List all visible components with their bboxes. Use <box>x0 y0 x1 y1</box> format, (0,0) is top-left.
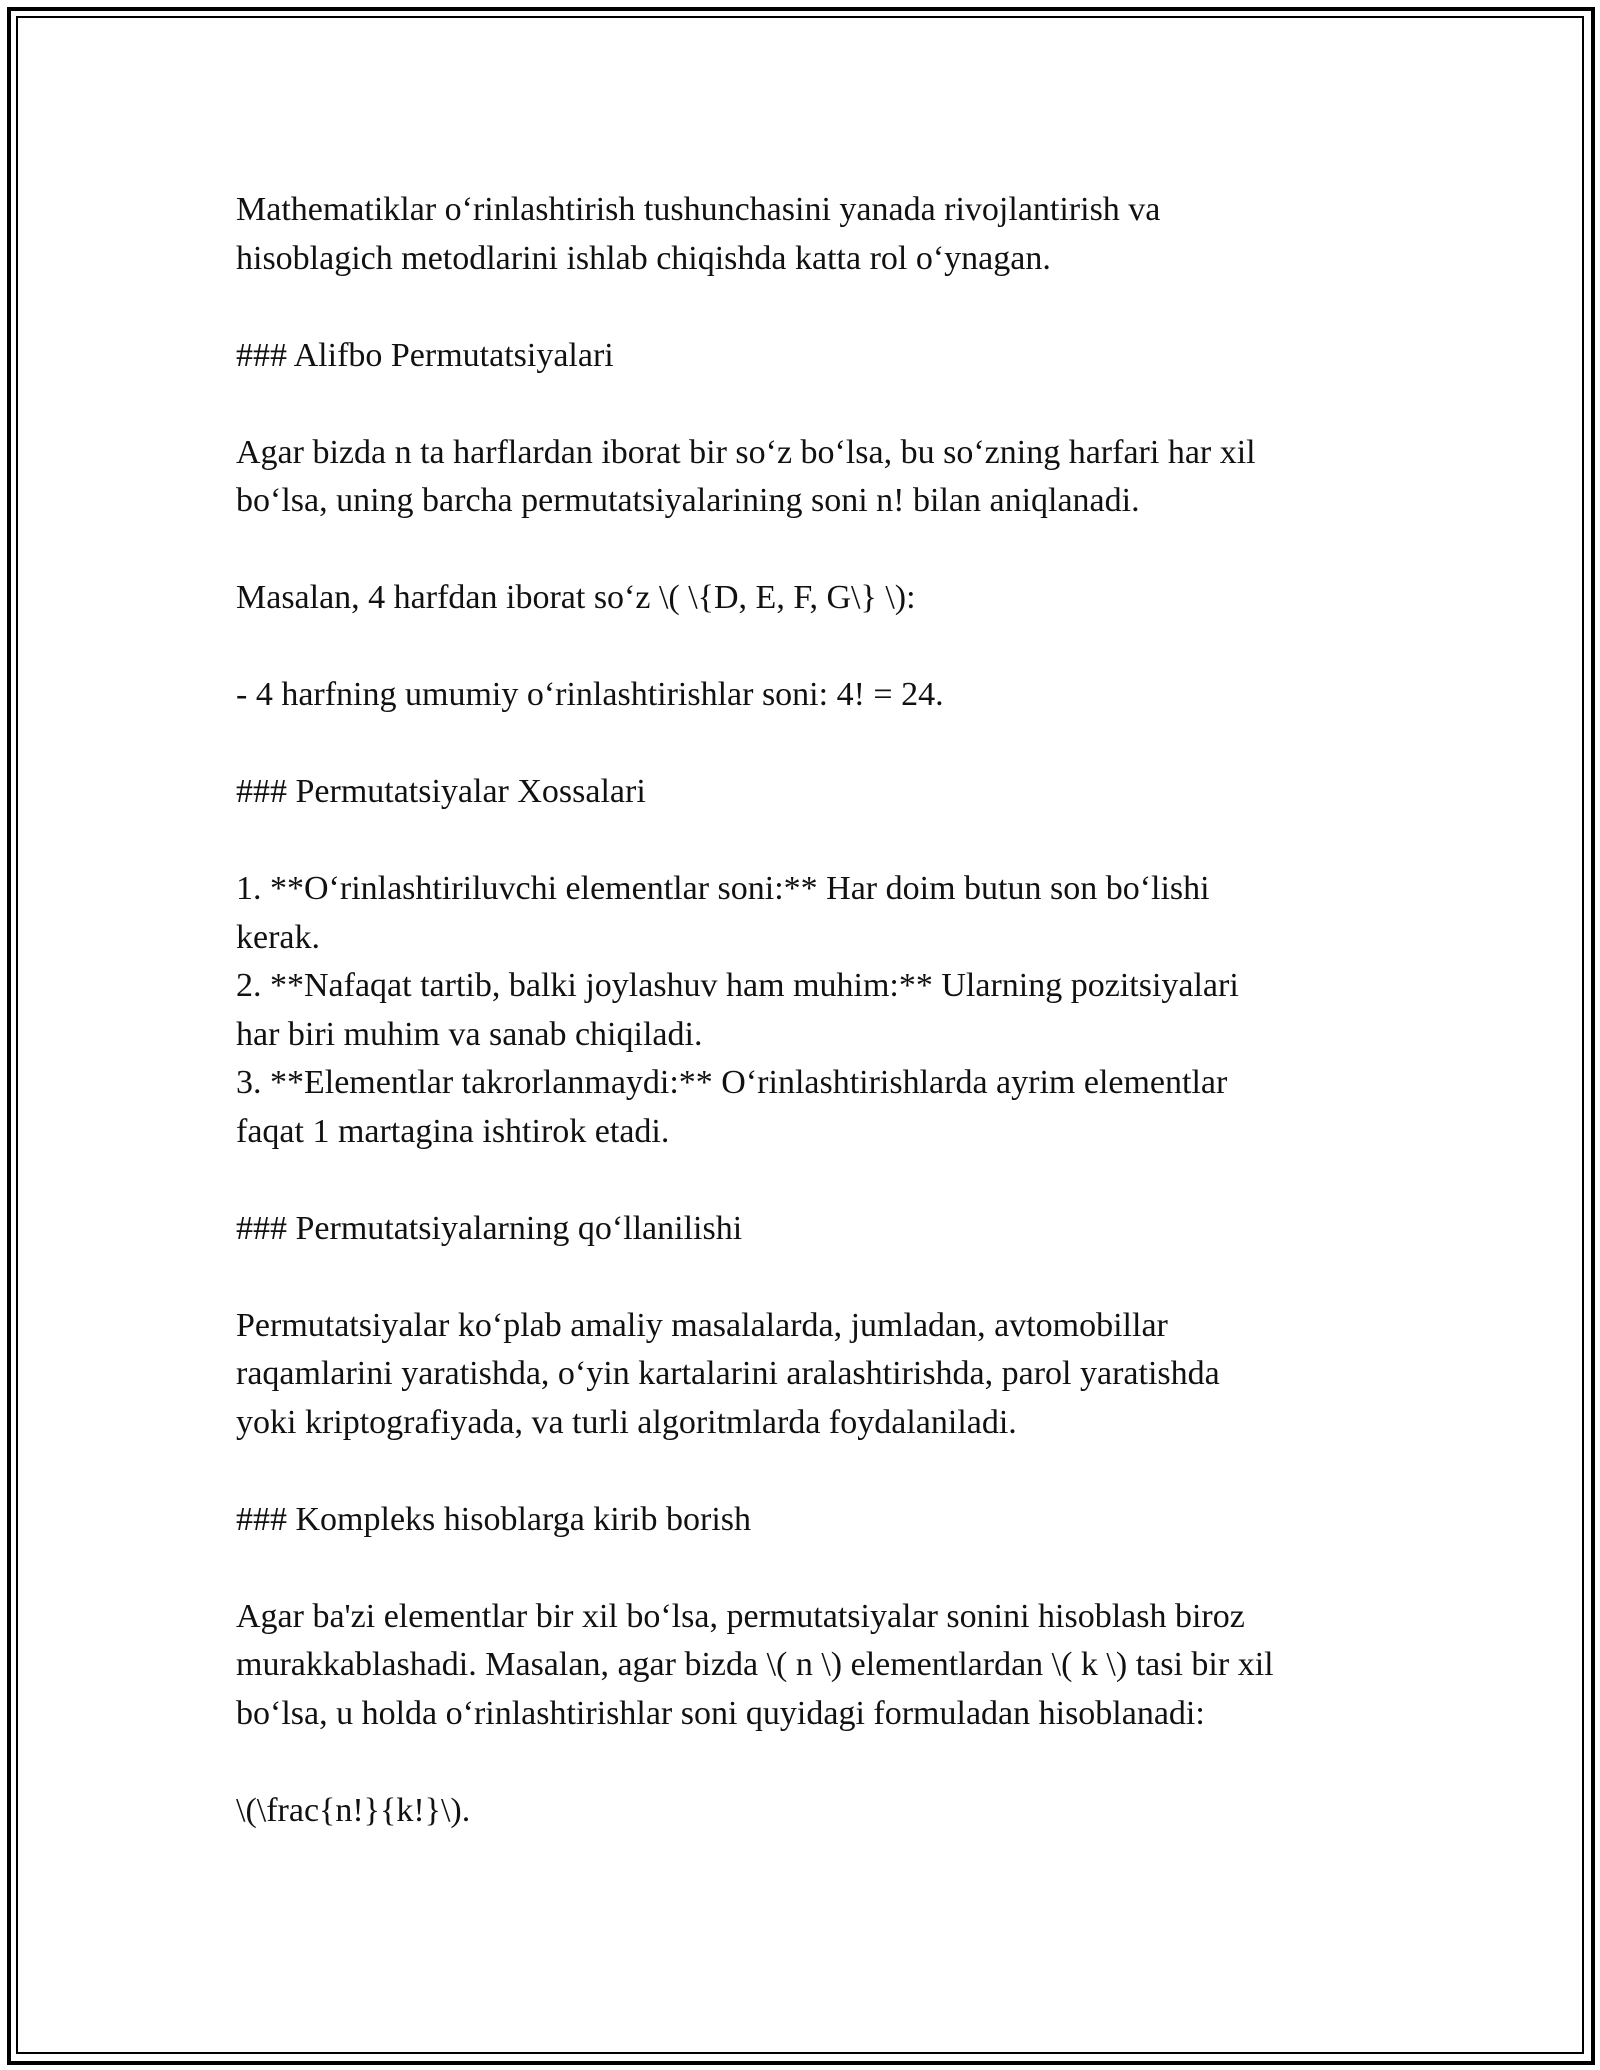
formula-line: \(\frac{n!}{k!}\). <box>236 1791 471 1829</box>
paragraph-applications-line-3: yoki kriptografiyada, va turli algoritmlarda foydalaniladi. <box>236 1403 1017 1441</box>
list-item-3-line-2: faqat 1 martagina ishtirok etadi. <box>236 1112 670 1150</box>
list-item-3-line-1: 3. **Elementlar takrorlanmaydi:** O‘rinlashtirishlarda ayrim elementlar <box>236 1064 1228 1101</box>
heading-permutatsiyalarning-qollanilishi: ### Permutatsiyalarning qo‘llanilishi <box>236 1209 743 1247</box>
paragraph-complex-line-2: murakkablashadi. Masalan, agar bizda \( n \) elementlardan \( k \) tasi bir xil <box>236 1646 1274 1683</box>
paragraph-complex-line-3: bo‘lsa, u holda o‘rinlashtirishlar soni quyidagi formuladan hisoblanadi: <box>236 1694 1205 1732</box>
paragraph-word-permutations-line-2: bo‘lsa, uning barcha permutatsiyalarining soni n! bilan aniqlanadi. <box>236 482 1140 519</box>
list-item-2-line-2: har biri muhim va sanab chiqiladi. <box>236 1015 703 1053</box>
document-body <box>236 186 1366 1835</box>
heading-permutatsiyalar-xossalari: ### Permutatsiyalar Xossalari <box>236 773 646 810</box>
paragraph-complex-line-1: Agar ba'zi elementlar bir xil bo‘lsa, permutatsiyalar sonini hisoblash biroz <box>236 1597 1245 1635</box>
list-item-1-line-1: 1. **O‘rinlashtiriluvchi elementlar soni:** Har doim butun son bo‘lishi <box>236 870 1210 907</box>
heading-kompleks-hisoblarga: ### Kompleks hisoblarga kirib borish <box>236 1500 751 1538</box>
list-item-1-line-2: kerak. <box>236 918 321 956</box>
paragraph-word-permutations-line-1: Agar bizda n ta harflardan iborat bir so‘z bo‘lsa, bu so‘zning harfari har xil <box>236 433 1256 471</box>
paragraph-example: Masalan, 4 harfdan iborat so‘z \( \{D, E, F, G\} \): <box>236 579 916 616</box>
heading-alifbo-permutatsiyalari: ### Alifbo Permutatsiyalari <box>236 336 614 374</box>
paragraph-intro-line-2: hisoblagich metodlarini ishlab chiqishda katta rol o‘ynagan. <box>236 239 1051 277</box>
paragraph-intro-line-1: Mathematiklar o‘rinlashtirish tushunchasini yanada rivojlantirish va <box>236 191 1161 228</box>
list-item-2-line-1: 2. **Nafaqat tartib, balki joylashuv ham muhim:** Ularning pozitsiyalari <box>236 967 1239 1004</box>
bullet-total-permutations: - 4 harfning umumiy o‘rinlashtirishlar soni: 4! = 24. <box>236 676 944 713</box>
paragraph-applications-line-1: Permutatsiyalar ko‘plab amaliy masalalarda, jumladan, avtomobillar <box>236 1306 1168 1344</box>
paragraph-applications-line-2: raqamlarini yaratishda, o‘yin kartalarini aralashtirishda, parol yaratishda <box>236 1355 1220 1392</box>
